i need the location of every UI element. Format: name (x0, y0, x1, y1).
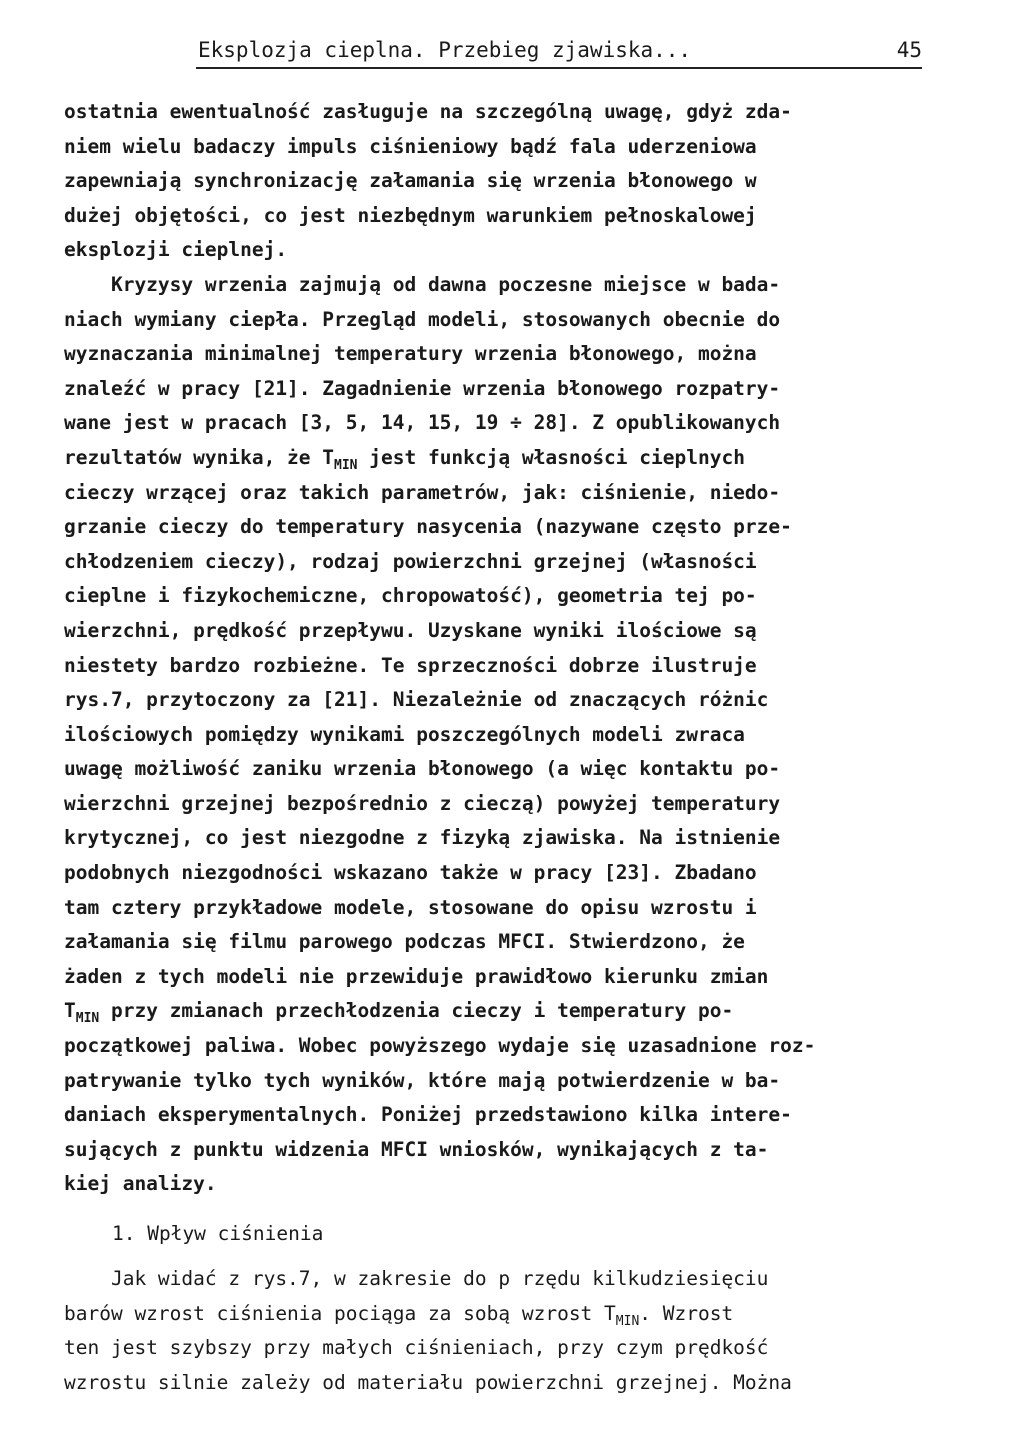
text-line (64, 441, 944, 476)
text-fragment: jest funkcją własności cieplnych (357, 445, 745, 469)
text-fragment: rezultatów wynika, że (64, 445, 323, 469)
text-line: wierzchni grzejnej bezpośrednio z cieczą) powyżej temperatury (64, 791, 781, 815)
page-header (196, 34, 922, 64)
symbol-t: T (64, 999, 76, 1023)
text-line: ostatnia ewentualność zasługuje na szczególną uwagę, gdyż zda- (64, 100, 792, 123)
text-line (64, 994, 944, 1029)
text-line: grzanie cieczy do temperatury nasycenia (nazywane często prze- (64, 515, 792, 539)
text-line: początkowej paliwa. Wobec powyższego wydaje się uzasadnione roz- (64, 1034, 816, 1058)
text-fragment: przy zmianach przechłodzenia cieczy i temperatury po- (99, 999, 734, 1023)
text-fragment: . Wzrost (639, 1301, 734, 1325)
running-title: Eksplozja cieplna. Przebieg zjawiska... (198, 38, 692, 62)
text-line: patrywanie tylko tych wyników, które mają potwierdzenie w ba- (64, 1068, 781, 1092)
text-line: żaden z tych modeli nie przewiduje prawidłowo kierunku zmian (64, 964, 769, 988)
text-line: niach wymiany ciepła. Przegląd modeli, stosowanych obecnie do (64, 307, 781, 331)
text-line: zapewniają synchronizację załamania się wrzenia błonowego w (64, 169, 757, 193)
page-number: 45 (896, 38, 922, 62)
symbol-t: T (322, 445, 335, 469)
subscript-min: MIN (334, 457, 358, 473)
section-heading: 1. Wpływ ciśnienia (112, 1222, 324, 1245)
header-rule (196, 67, 922, 69)
section-paragraph (64, 1262, 944, 1400)
text-line: daniach eksperymentalnych. Poniżej przedstawiono kilka intere- (64, 1103, 792, 1127)
subscript-min: MIN (615, 1313, 640, 1329)
text-line: sujących z punktu widzenia MFCI wniosków, wynikających z ta- (64, 1137, 769, 1161)
text-line: cieplne i fizykochemiczne, chropowatość), geometria tej po- (64, 584, 757, 608)
text-line: znaleźć w pracy [21]. Zagadnienie wrzenia błonowego rozpatry- (64, 376, 781, 400)
text-line: rys.7, przytoczony za [21]. Niezależnie od znaczących różnic (64, 688, 769, 712)
text-line: eksplozji cieplnej. (64, 238, 288, 262)
text-line: tam cztery przykładowe modele, stosowane do opisu wzrostu i (64, 895, 757, 919)
text-line: kiej analizy. (64, 1172, 217, 1196)
text-line: wierzchni, prędkość przepływu. Uzyskane wyniki ilościowe są (64, 618, 757, 642)
text-line: ten jest szybszy przy małych ciśnieniach, przy czym prędkość (64, 1336, 769, 1360)
text-line: dużej objętości, co jest niezbędnym warunkiem pełnoskalowej (64, 203, 757, 227)
symbol-t: T (604, 1301, 616, 1325)
text-line: cieczy wrzącej oraz takich parametrów, jak: ciśnienie, niedo- (64, 480, 781, 504)
text-line: niem wielu badaczy impuls ciśnieniowy bądź fala uderzeniowa (64, 134, 757, 158)
text-line: uwagę możliwość zaniku wrzenia błonowego (a więc kontaktu po- (64, 757, 781, 781)
text-line: Jak widać z rys.7, w zakresie do p rzędu kilkudziesięciu (64, 1267, 769, 1290)
body-paragraphs (64, 95, 944, 1202)
text-line (64, 1297, 944, 1332)
text-fragment: barów wzrost ciśnienia pociąga za sobą wzrost (64, 1301, 605, 1325)
text-line: Kryzysy wrzenia zajmują od dawna poczesne miejsce w bada- (64, 272, 781, 296)
text-line: wzrostu silnie zależy od materiału powierzchni grzejnej. Można (64, 1370, 792, 1394)
text-line: krytycznej, co jest niezgodne z fizyką zjawiska. Na istnienie (64, 826, 781, 850)
subscript-min: MIN (75, 1011, 100, 1027)
text-line: załamania się filmu parowego podczas MFCI. Stwierdzono, że (64, 930, 745, 954)
text-line: wyznaczania minimalnej temperatury wrzenia błonowego, można (64, 342, 757, 366)
text-line: wane jest w pracach [3, 5, 14, 15, 19 ÷ 28]. Z opublikowanych (64, 411, 781, 435)
text-line: niestety bardzo rozbieżne. Te sprzeczności dobrze ilustruje (64, 653, 757, 677)
text-line: chłodzeniem cieczy), rodzaj powierzchni grzejnej (własności (64, 549, 757, 573)
text-line: ilościowych pomiędzy wynikami poszczególnych modeli zwraca (64, 722, 745, 746)
text-line: podobnych niezgodności wskazano także w pracy [23]. Zbadano (64, 861, 757, 885)
